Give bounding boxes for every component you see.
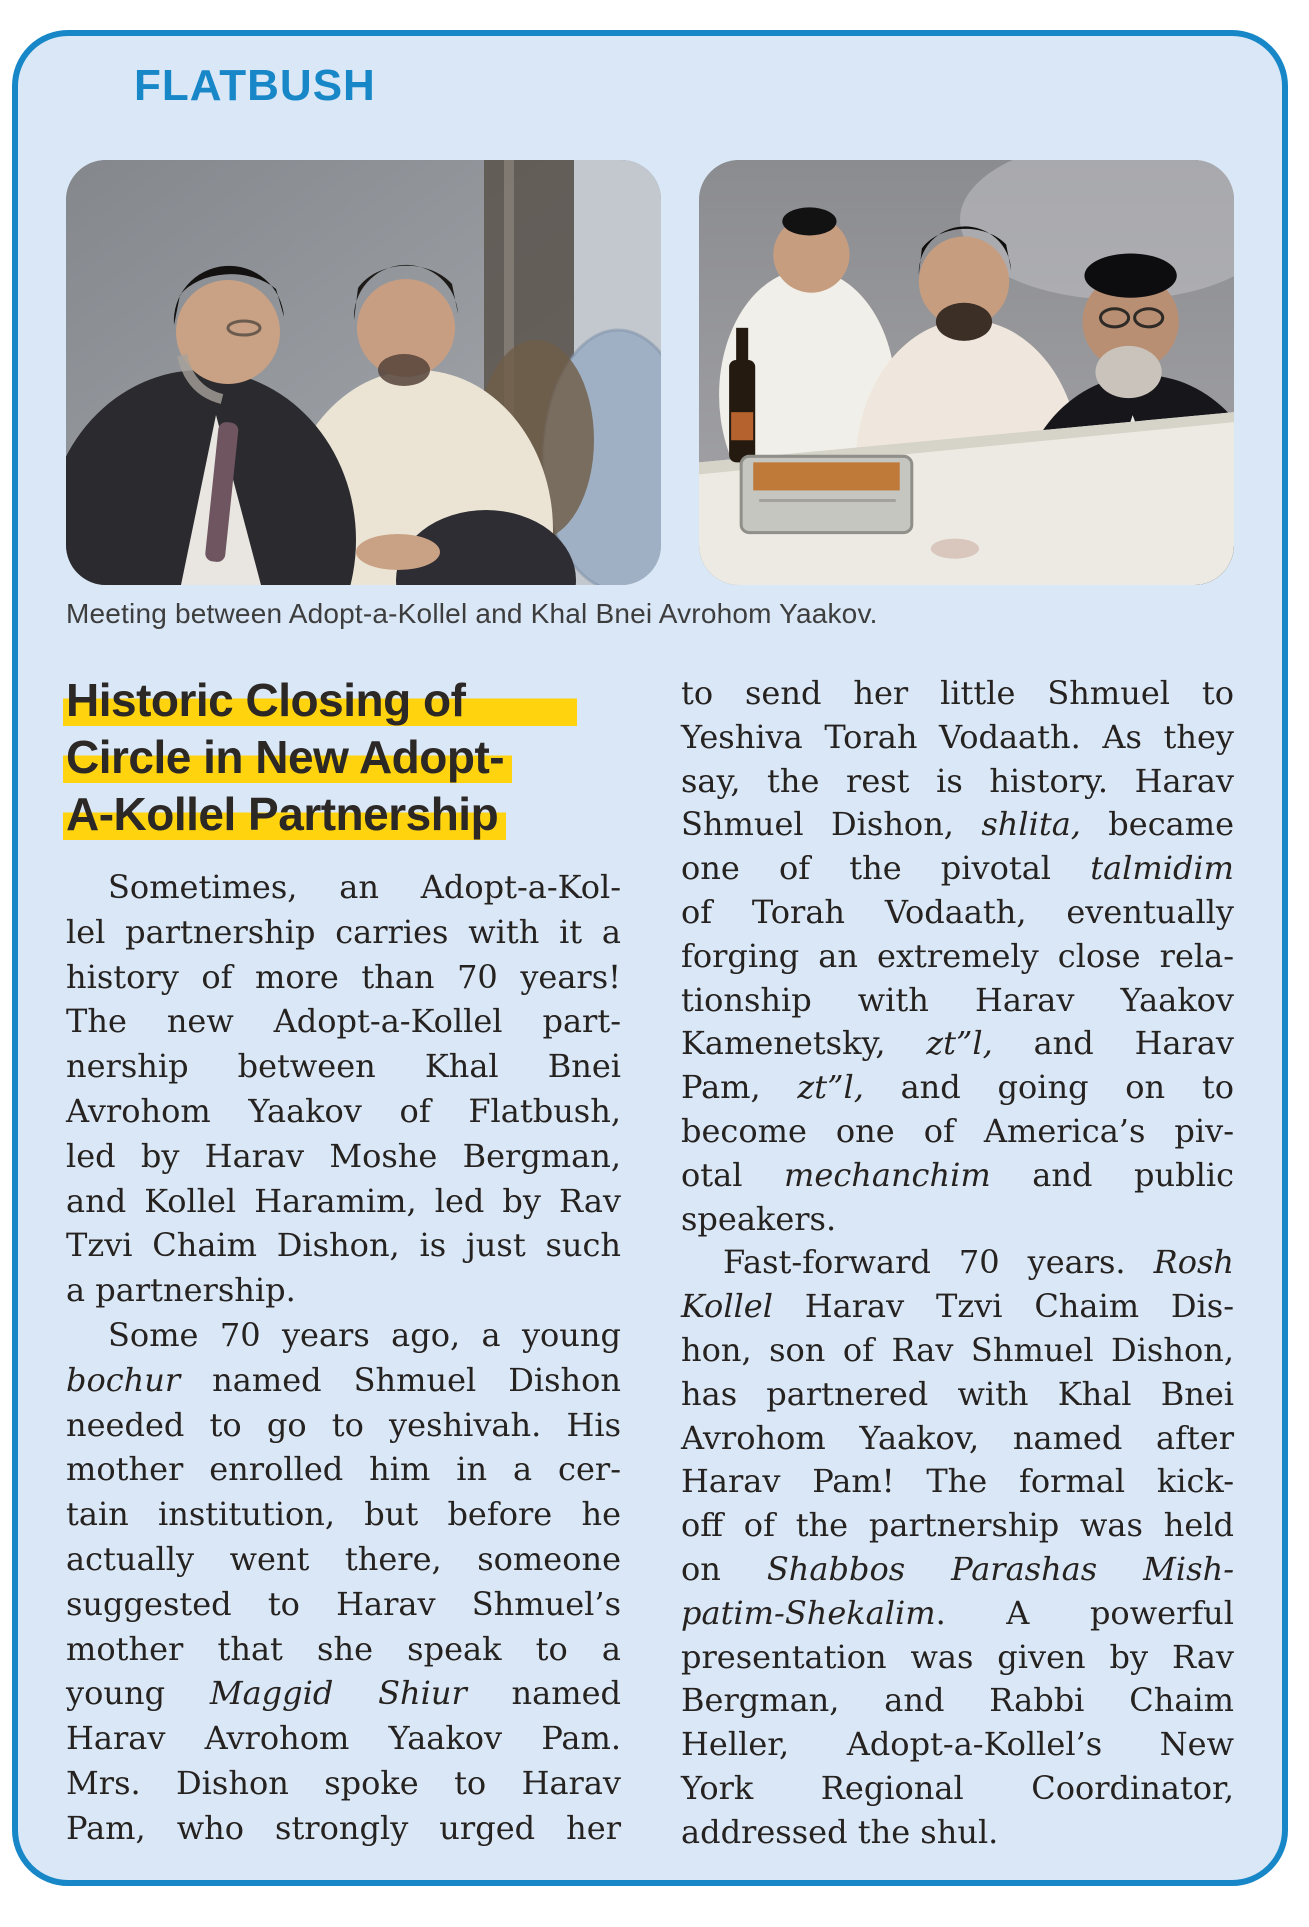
headline-line: A-Kollel Partnership	[66, 786, 621, 843]
article-line: Pam, zt”l, and going on to	[681, 1068, 1235, 1107]
article-column-right	[681, 672, 1234, 1855]
article-body	[66, 672, 1234, 1855]
article-line: bochur named Shmuel Dishon	[66, 1360, 621, 1399]
article-line: Heller, Adopt-a-Kollel’s New	[681, 1725, 1234, 1764]
article-line: become one of America’s piv-	[681, 1111, 1234, 1150]
article-line: The new Adopt-a-Kollel part-	[66, 1002, 621, 1041]
headline-line: Historic Closing of	[66, 672, 621, 729]
article-text-right	[681, 672, 1234, 1855]
article-line: actually went there, someone	[66, 1539, 621, 1578]
article-line: Tzvi Chaim Dishon, is just such	[66, 1226, 621, 1265]
article-line: tain institution, but before he	[66, 1495, 621, 1534]
article-line: on Shabbos Parashas Mish-	[681, 1549, 1235, 1588]
article-line: young Maggid Shiur named	[66, 1674, 621, 1713]
article-line: a partnership.	[66, 1271, 296, 1310]
article-line: Kollel Harav Tzvi Chaim Dis-	[681, 1287, 1234, 1326]
photo-caption: Meeting between Adopt-a-Kollel and Khal Bnei Avrohom Yaakov.	[66, 598, 878, 629]
article-line: nership between Khal Bnei	[66, 1047, 621, 1086]
article-column-left	[66, 672, 621, 1855]
article-line: Mrs. Dishon spoke to Harav	[66, 1763, 621, 1802]
article-line: off of the partnership was held	[681, 1506, 1234, 1545]
article-line: York Regional Coordinator,	[681, 1768, 1234, 1807]
article-line: mother enrolled him in a cer-	[66, 1450, 621, 1489]
photo-row	[66, 160, 1234, 585]
article-line: Harav Pam! The formal kick-	[681, 1462, 1234, 1501]
article-line: speakers.	[681, 1199, 837, 1238]
article-line: Pam, who strongly urged her	[66, 1808, 621, 1847]
section-title: FLATBUSH	[134, 61, 376, 110]
meeting-photo-right	[699, 160, 1234, 585]
article-line: patim-Shekalim. A powerful	[681, 1593, 1234, 1632]
article-line: suggested to Harav Shmuel’s	[66, 1584, 621, 1623]
article-line: Kamenetsky, zt”l, and Harav	[681, 1024, 1235, 1063]
article-line: needed to go to yeshivah. His	[66, 1405, 621, 1444]
article-text-left	[66, 865, 621, 1851]
article-line: mother that she speak to a	[66, 1629, 621, 1668]
article-line: Harav Avrohom Yaakov Pam.	[66, 1719, 621, 1758]
article-line: Avrohom Yaakov, named after	[681, 1418, 1234, 1457]
article-line: Some 70 years ago, a young	[108, 1315, 621, 1354]
article-line: otal mechanchim and public	[681, 1155, 1235, 1194]
article-line: lel partnership carries with it a	[66, 912, 621, 951]
article-line: Shmuel Dishon, shlita, became	[681, 805, 1235, 844]
article-line: has partnered with Khal Bnei	[681, 1374, 1234, 1413]
article-line: Bergman, and Rabbi Chaim	[681, 1681, 1234, 1720]
article-line: history of more than 70 years!	[66, 957, 621, 996]
article-line: led by Harav Moshe Bergman,	[66, 1136, 621, 1175]
article-line: addressed the shul.	[681, 1812, 999, 1851]
column-gutter	[621, 672, 681, 1855]
article-line: Avrohom Yaakov of Flatbush,	[66, 1091, 621, 1130]
article-line: presentation was given by Rav	[681, 1637, 1234, 1676]
article-line: and Kollel Haramim, led by Rav	[66, 1181, 621, 1220]
flatbush-section-panel	[12, 30, 1288, 1886]
article-line: say, the rest is history. Harav	[681, 761, 1234, 800]
article-headline	[66, 672, 621, 843]
article-line: Yeshiva Torah Vodaath. As they	[681, 717, 1234, 756]
article-line: Sometimes, an Adopt-a-Kol-	[108, 868, 621, 906]
article-line: forging an extremely close rela-	[681, 936, 1234, 975]
article-line: of Torah Vodaath, eventually	[681, 892, 1234, 931]
article-line: to send her little Shmuel to	[681, 674, 1234, 712]
article-line: one of the pivotal talmidim	[681, 849, 1234, 888]
article-line: Fast-forward 70 years. Rosh	[723, 1243, 1234, 1282]
article-line: tionship with Harav Yaakov	[681, 980, 1234, 1019]
headline-line: Circle in New Adopt-	[66, 729, 621, 786]
meeting-photo-left	[66, 160, 661, 585]
article-line: hon, son of Rav Shmuel Dishon,	[681, 1330, 1234, 1369]
